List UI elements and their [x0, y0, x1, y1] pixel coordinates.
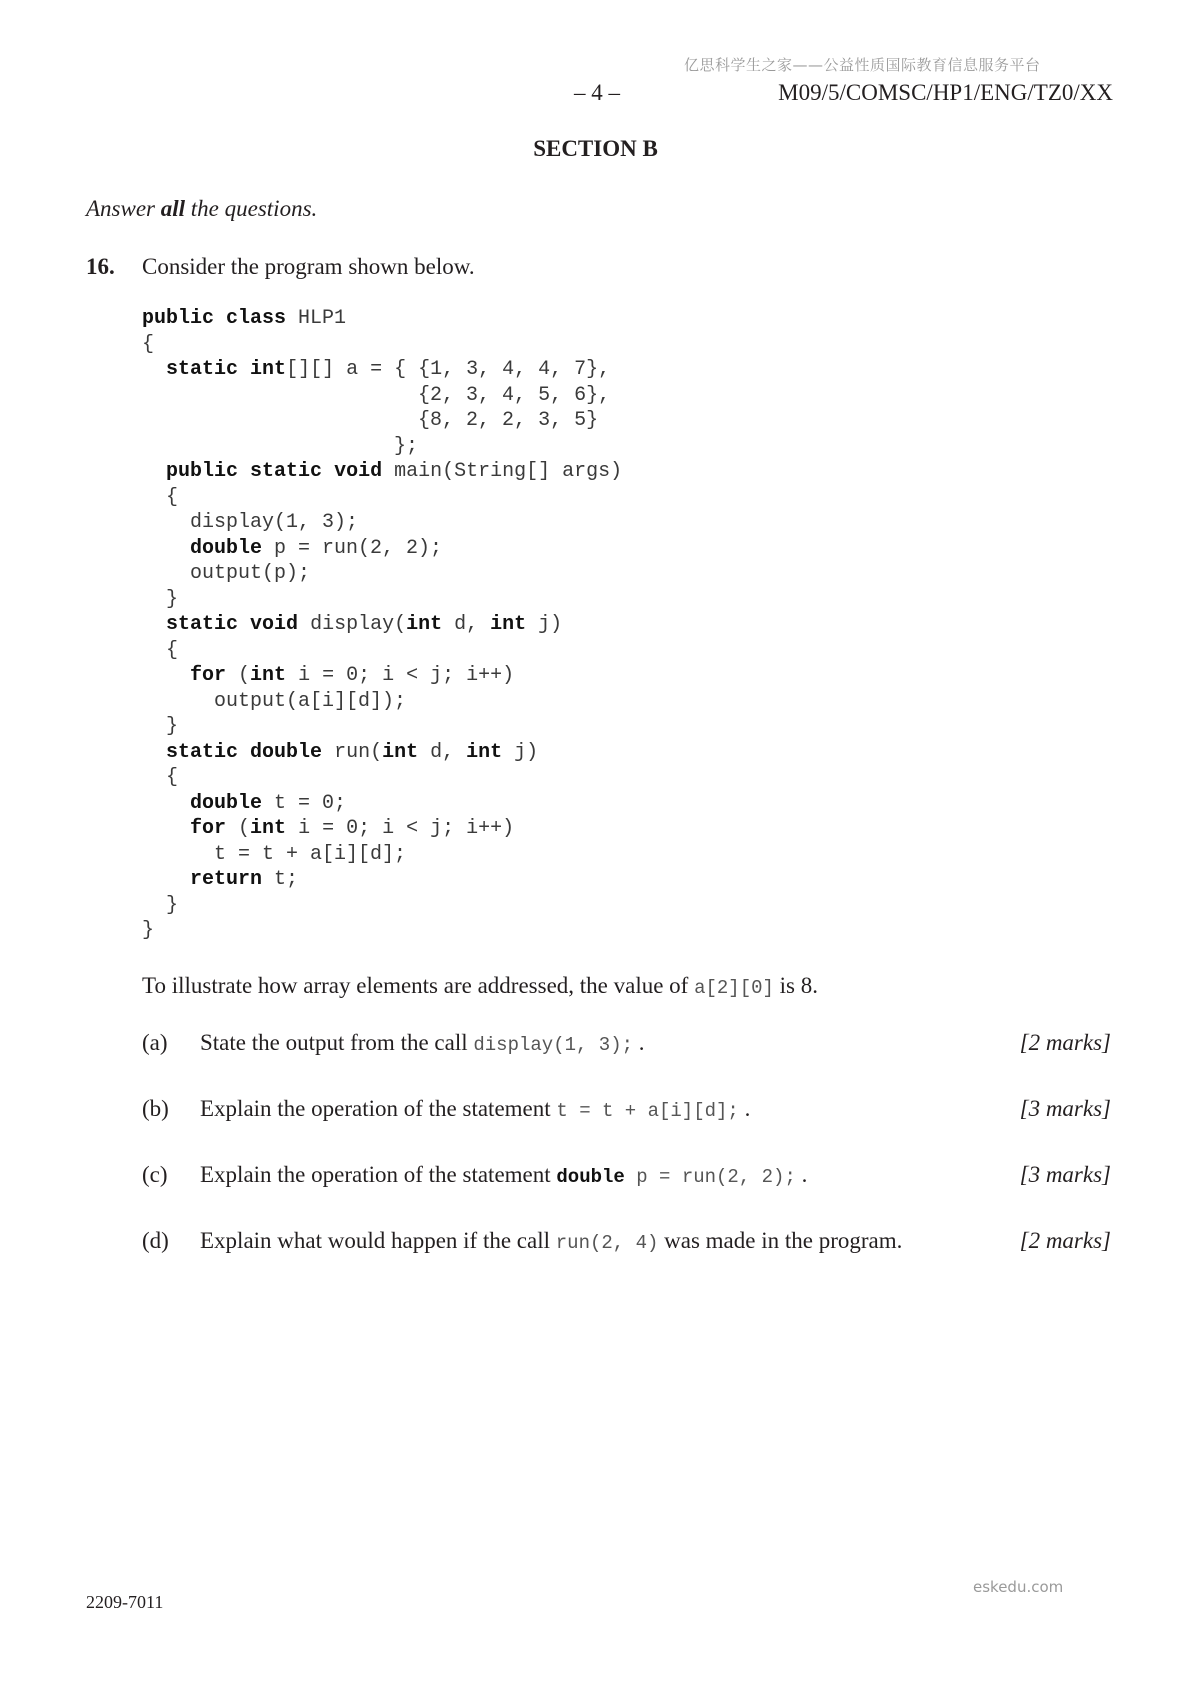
part-c-label: (c)	[142, 1162, 168, 1187]
part-c-code-keyword: double	[556, 1166, 625, 1188]
illustration-before: To illustrate how array elements are addressed, the value of	[142, 973, 695, 998]
code-line: {	[142, 485, 179, 509]
illustration-code: a[2][0]	[694, 977, 774, 999]
code-line: static int[][] a = { {1, 3, 4, 4, 7},	[166, 358, 611, 381]
part-a-label: (a)	[142, 1030, 168, 1055]
part-a-text	[200, 1030, 645, 1056]
code-line: }	[142, 893, 179, 917]
part-b-label: (b)	[142, 1096, 169, 1121]
section-title: SECTION B	[533, 136, 658, 161]
part-b-text	[200, 1096, 750, 1122]
part-b-code: t = t + a[i][d];	[556, 1100, 739, 1122]
instruction-emphasis: all	[160, 196, 186, 221]
code-line: };	[142, 434, 419, 458]
part-c-text-after: .	[795, 1162, 808, 1187]
code-line: double p = run(2, 2);	[190, 536, 443, 560]
code-line: display(1, 3);	[142, 511, 359, 534]
part-d-text	[200, 1228, 902, 1254]
part-c-code-rest: p = run(2, 2);	[624, 1166, 796, 1188]
part-d-text-before: Explain what would happen if the call	[200, 1228, 556, 1253]
code-line: {	[142, 638, 179, 662]
part-d-text-after: was made in the program.	[658, 1228, 903, 1253]
code-line: public static void main(String[] args)	[166, 460, 623, 483]
code-line: {	[142, 332, 155, 356]
code-line: for (int i = 0; i < j; i++)	[190, 664, 515, 687]
part-d-code: run(2, 4)	[555, 1232, 659, 1254]
page-number: – 4 –	[574, 80, 620, 105]
part-a-text-before: State the output from the call	[200, 1030, 474, 1055]
part-d-marks: [2 marks]	[1019, 1228, 1111, 1253]
code-line: output(p);	[142, 562, 311, 585]
instruction	[86, 196, 317, 222]
code-line: static double run(int d, int j)	[166, 740, 539, 764]
code-line: return t;	[190, 868, 299, 891]
part-c-text-before: Explain the operation of the statement	[200, 1162, 557, 1187]
illustration-after: is 8.	[773, 973, 819, 998]
code-line: static void display(int d, int j)	[166, 613, 563, 636]
footer-code: 2209-7011	[86, 1592, 164, 1612]
question-stem: Consider the program shown below.	[142, 254, 475, 279]
code-line: t = t + a[i][d];	[142, 842, 407, 866]
part-b-text-before: Explain the operation of the statement	[200, 1096, 557, 1121]
part-c-marks: [3 marks]	[1019, 1162, 1111, 1187]
code-line: {8, 2, 2, 3, 5}	[142, 409, 599, 432]
part-a-text-after: .	[633, 1030, 645, 1055]
code-line: for (int i = 0; i < j; i++)	[190, 817, 515, 840]
code-line: public class HLP1	[142, 307, 347, 330]
code-line: {2, 3, 4, 5, 6},	[142, 383, 611, 407]
part-a-marks: [2 marks]	[1019, 1030, 1111, 1055]
watermark-bottom: eskedu.com	[973, 1578, 1064, 1596]
code-line: }	[142, 587, 179, 611]
code-line: double t = 0;	[190, 791, 347, 815]
instruction-suffix: the questions.	[185, 196, 318, 221]
code-block	[142, 306, 622, 944]
instruction-prefix: Answer	[86, 196, 161, 221]
part-b-text-after: .	[738, 1096, 751, 1121]
part-c-code	[556, 1166, 795, 1188]
paper-code: M09/5/COMSC/HP1/ENG/TZ0/XX	[778, 80, 1113, 105]
watermark-top: 亿思科学生之家——公益性质国际教育信息服务平台	[684, 56, 1041, 74]
part-c-text	[200, 1162, 807, 1188]
code-line: }	[142, 715, 179, 738]
code-line: {	[142, 766, 179, 789]
question-number: 16.	[86, 254, 115, 279]
code-line: output(a[i][d]);	[142, 689, 407, 713]
part-d-label: (d)	[142, 1228, 169, 1253]
part-b-marks: [3 marks]	[1019, 1096, 1111, 1121]
illustration-text	[142, 973, 818, 999]
code-line: }	[142, 919, 155, 942]
part-a-code: display(1, 3);	[473, 1034, 634, 1056]
